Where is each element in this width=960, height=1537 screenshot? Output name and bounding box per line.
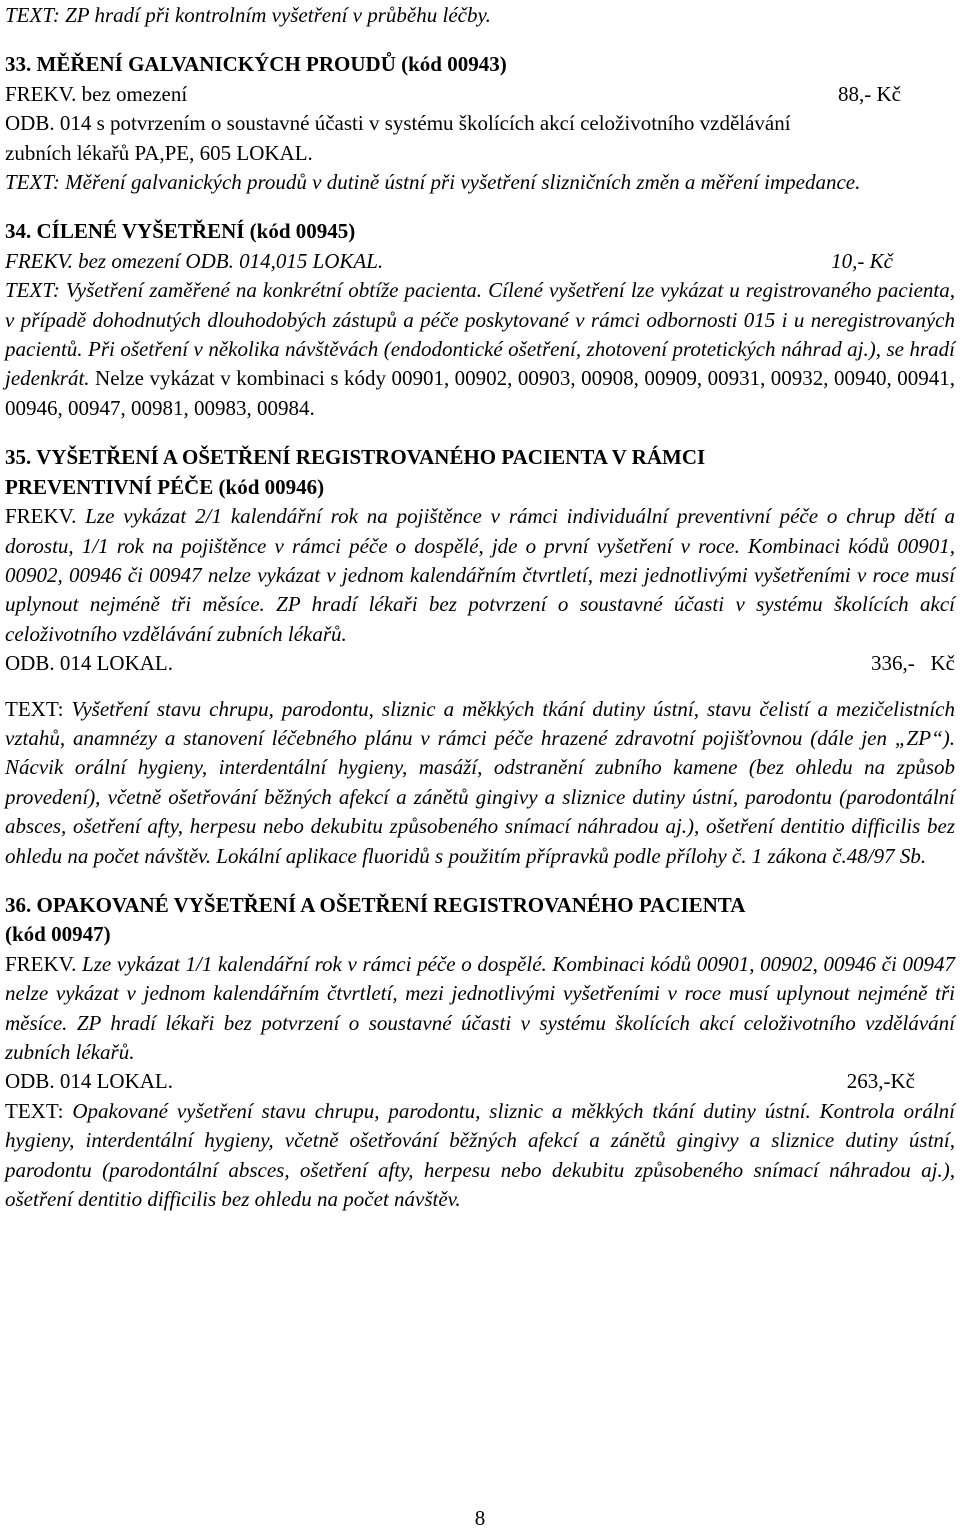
section-33-frekv-row	[5, 80, 955, 109]
section-36-price: 263,-Kč	[846, 1069, 915, 1094]
section-36-frekv	[5, 950, 955, 1068]
section-34-frekv: FREKV. bez omezení ODB. 014,015 LOKAL.	[5, 248, 384, 273]
section-36-heading-line1: 36. OPAKOVANÉ VYŠETŘENÍ A OŠETŘENÍ REGISTROVANÉHO PACIENTA	[5, 892, 746, 917]
section-35-text	[5, 695, 955, 871]
section-35-text-italic: Vyšetření stavu chrupu, parodontu, sliznic a měkkých tkání dutiny ústní, stavu čelistí a mezičelistních vztahů, anamnézy a stanovení léčebného plánu v rámci péče hrazené zdravotní pojišťovnou (dále jen „ZP“). Nácvik orální hygieny, interdentální hygieny, masáží, odstranění zubního kamene (bez ohledu na způsob provedení), včetně ošetřování běžných afekcí a zánětů gingivy a sliznice dutiny ústní, parodontu (parodontální absces, ošetření afty, herpesu nebo dekubitu způsobeného snímací náhradou aj.), ošetření dentitio difficilis bez ohledu na počet návštěv. Lokální aplikace fluoridů s použitím přípravků podle přílohy č. 1 zákona č.48/97 Sb.	[5, 696, 955, 868]
section-35-heading-line2: PREVENTIVNÍ PÉČE (kód 00946)	[5, 474, 325, 499]
section-34-heading: 34. CÍLENÉ VYŠETŘENÍ (kód 00945)	[5, 219, 356, 244]
section-35-text-prefix: TEXT:	[5, 696, 64, 721]
section-36-frekv-text: Lze vykázat 1/1 kalendářní rok v rámci péče o dospělé. Kombinaci kódů 00901, 00902, 00946 či 00947 nelze vykázat v jednom kalendářním čtvrtletí, mezi jednotlivými vyšetřeními v roce musí uplynout nejméně tři měsíce. ZP hradí lékaři bez potvrzení o soustavné účasti v systému školících akcí celoživotního vzdělávání zubních lékařů.	[5, 951, 955, 1064]
section-35-frekv-prefix: FREKV.	[5, 504, 77, 529]
section-34-text	[5, 276, 955, 423]
section-36-odb: ODB. 014 LOKAL.	[5, 1069, 173, 1094]
page-number: 8	[474, 1506, 486, 1530]
section-33-odb-line2: zubních lékařů PA,PE, 605 LOKAL.	[5, 140, 313, 165]
section-35-heading-line1: 35. VYŠETŘENÍ A OŠETŘENÍ REGISTROVANÉHO PACIENTA V RÁMCI	[5, 445, 706, 470]
section-36-frekv-prefix: FREKV.	[5, 951, 77, 976]
section-34-text-italic: TEXT: Vyšetření zaměřené na konkrétní obtíže pacienta. Cílené vyšetření lze vykázat u registrovaného pacienta, v případě dohodnutých dlouhodobých zástupů a péče poskytované v rámci odbornosti 015 i u neregistrovaných pacientů. Při ošetření v několika návštěvách (endodontické ošetření, zhotovení protetických náhrad aj.), se hradí jedenkrát.	[5, 278, 955, 391]
section-35	[5, 443, 955, 871]
section-35-odb: ODB. 014 LOKAL.	[5, 651, 173, 676]
document-body	[5, 1, 955, 1214]
section-34-price: 10,- Kč	[831, 248, 893, 273]
section-34-text-normal: Nelze vykázat v kombinaci s kódy 00901, 00902, 00903, 00908, 00909, 00931, 00932, 00940, 00941, 00946, 00947, 00981, 00983, 00984.	[5, 366, 955, 420]
section-36-text	[5, 1097, 955, 1215]
section-36-odb-row	[5, 1067, 955, 1096]
section-33-heading: 33. MĚŘENÍ GALVANICKÝCH PROUDŮ (kód 00943)	[5, 52, 507, 77]
section-33-frekv: FREKV. bez omezení	[5, 81, 188, 106]
section-36-text-italic: Opakované vyšetření stavu chrupu, parodontu, sliznic a měkkých tkání dutiny ústní. Kontrola orální hygieny, interdentální hygieny, včetně ošetřování běžných afekcí a zánětů gingivy a sliznice dutiny ústní, parodontu (parodontální absces, ošetření afty, herpesu nebo dekubitu způsobeného snímací náhradou aj.), ošetření dentitio difficilis bez ohledu na počet návštěv.	[5, 1098, 955, 1212]
section-36-heading-line2: (kód 00947)	[5, 922, 111, 947]
section-33-odb-line1: ODB. 014 s potvrzením o soustavné účasti v systému školících akcí celoživotního vzdělávání	[5, 111, 791, 136]
section-36	[5, 891, 955, 1214]
section-33-price: 88,- Kč	[838, 81, 901, 106]
section-36-text-prefix: TEXT:	[5, 1098, 64, 1123]
top-text-line: TEXT: ZP hradí při kontrolním vyšetření v průběhu léčby.	[5, 3, 491, 27]
section-34-frekv-row	[5, 247, 955, 276]
section-34	[5, 217, 955, 423]
section-35-frekv-text: Lze vykázat 2/1 kalendářní rok na pojištěnce v rámci individuální preventivní péče o chrup dětí a dorostu, 1/1 rok na pojištěnce v rámci péče o dospělé, jde o první vyšetření v roce. Kombinaci kódů 00901, 00902, 00946 či 00947 nelze vykázat v jednom kalendářním čtvrtletí, mezi jednotlivými vyšetřeními v roce musí uplynout nejméně tři měsíce. ZP hradí lékaři bez potvrzení o soustavné účasti v systému školících akcí celoživotního vzdělávání zubních lékařů.	[5, 504, 955, 646]
section-35-frekv	[5, 502, 955, 649]
section-35-odb-row	[5, 649, 955, 678]
section-33	[5, 50, 955, 197]
section-35-price: 336,- Kč	[871, 651, 955, 676]
section-33-text: TEXT: Měření galvanických proudů v dutině ústní při vyšetření slizničních změn a měření impedance.	[5, 170, 861, 195]
